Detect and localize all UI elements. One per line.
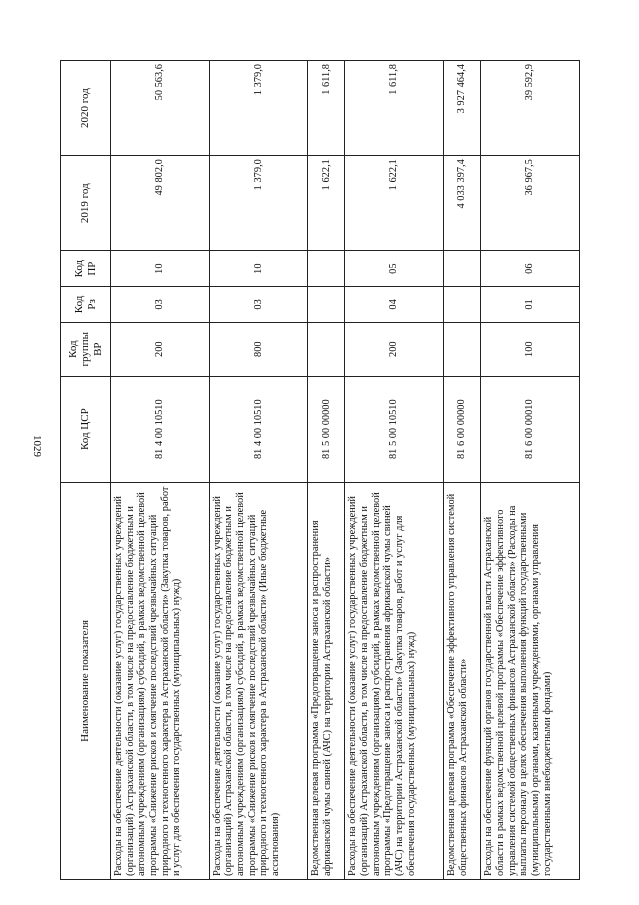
cell-name: Расходы на обеспечение деятельности (оказание услуг) государственных учреждений (организаций) Астраханской области, в том числе на предоставление бюджетным и автономным учреждениям (организациям) субсидий, в рамках ведомственной целевой программы «Снижение рисков и смягчение последствий чрезвычайных ситуаций природного и техногенного характера в Астраханской области» (Закупка товаров, работ и услуг для обеспечения государственных (муниципальных) нужд) [111,482,210,879]
cell-2020: 1 379,0 [209,61,308,156]
cell-pr [444,251,481,287]
cell-vr: 200 [111,322,210,376]
header-2019: 2019 год [61,156,111,251]
cell-vr: 100 [481,322,580,376]
table-row [345,61,444,880]
cell-name: Расходы на обеспечение деятельности (оказание услуг) государственных учреждений (организаций) Астраханской области, в том числе на предоставление бюджетным и автономным учреждениям (организациям) субсидий, в рамках ведомственной целевой программы «Снижение рисков и смягчение последствий чрезвычайных ситуаций природного и техногенного характера в Астраханской области» (Иные бюджетные ассигнования) [209,482,308,879]
cell-pr: 10 [209,251,308,287]
header-pr: Код ПР [61,251,111,287]
cell-2020: 3 927 464,4 [444,61,481,156]
cell-name: Расходы на обеспечение функций органов государственной власти Астраханской области в рамках ведомственной целевой программы «Обеспечение эффективного управления системой общественных финансов Астраханской области» (Расходы на выплаты персоналу в целях обеспечения выполнения функций государственными (муниципальными) органами, казенными учреждениями, органами управления государственными внебюджетными фондами) [481,482,580,879]
cell-2019: 1 622,1 [345,156,444,251]
table-row [444,61,481,880]
cell-vr [308,322,345,376]
header-vr: Код группы ВР [61,322,111,376]
cell-rz: 01 [481,287,580,323]
cell-2019: 4 033 397,4 [444,156,481,251]
table-row [308,61,345,880]
header-name: Наименование показателя [61,482,111,879]
table-row [209,61,308,880]
cell-vr [444,322,481,376]
cell-rz: 03 [209,287,308,323]
cell-csr: 81 4 00 10510 [111,376,210,482]
cell-csr: 81 5 00 00000 [308,376,345,482]
table-row [111,61,210,880]
header-rz: Код Рз [61,287,111,323]
cell-2020: 1 611,8 [345,61,444,156]
cell-csr: 81 4 00 10510 [209,376,308,482]
cell-pr: 06 [481,251,580,287]
cell-csr: 81 5 00 10510 [345,376,444,482]
cell-csr: 81 6 00 00010 [481,376,580,482]
cell-name: Расходы на обеспечение деятельности (оказание услуг) государственных учреждений (организаций) Астраханской области, в том числе на предоставление бюджетным и автономным учреждениям (организациям) субсидий, в рамках ведомственной целевой программы «Предотвращение заноса и распространения африканской чумы свиней (АЧС) на территории Астраханской области» (Закупка товаров, работ и услуг для обеспечения государственных (муниципальных) нужд) [345,482,444,879]
cell-rz [308,287,345,323]
cell-vr: 800 [209,322,308,376]
cell-pr: 10 [111,251,210,287]
rotated-table-container [60,60,580,880]
cell-csr: 81 6 00 00000 [444,376,481,482]
table-header-row [61,61,111,880]
cell-pr: 05 [345,251,444,287]
budget-table [60,60,580,880]
table-row [481,61,580,880]
cell-rz [444,287,481,323]
cell-2019: 1 622,1 [308,156,345,251]
cell-2020: 39 592,9 [481,61,580,156]
cell-2019: 36 967,5 [481,156,580,251]
cell-2019: 49 802,0 [111,156,210,251]
cell-2020: 1 611,8 [308,61,345,156]
cell-rz: 03 [111,287,210,323]
page-number: 1029 [31,435,43,457]
header-csr: Код ЦСР [61,376,111,482]
header-2020: 2020 год [61,61,111,156]
cell-2019: 1 379,0 [209,156,308,251]
cell-name: Ведомственная целевая программа «Предотвращение заноса и распространения африканской чумы свиней (АЧС) на территории Астраханской области» [308,482,345,879]
cell-2020: 50 563,6 [111,61,210,156]
cell-vr: 200 [345,322,444,376]
cell-pr [308,251,345,287]
cell-name: Ведомственная целевая программа «Обеспечение эффективного управления системой общественных финансов Астраханской области» [444,482,481,879]
cell-rz: 04 [345,287,444,323]
